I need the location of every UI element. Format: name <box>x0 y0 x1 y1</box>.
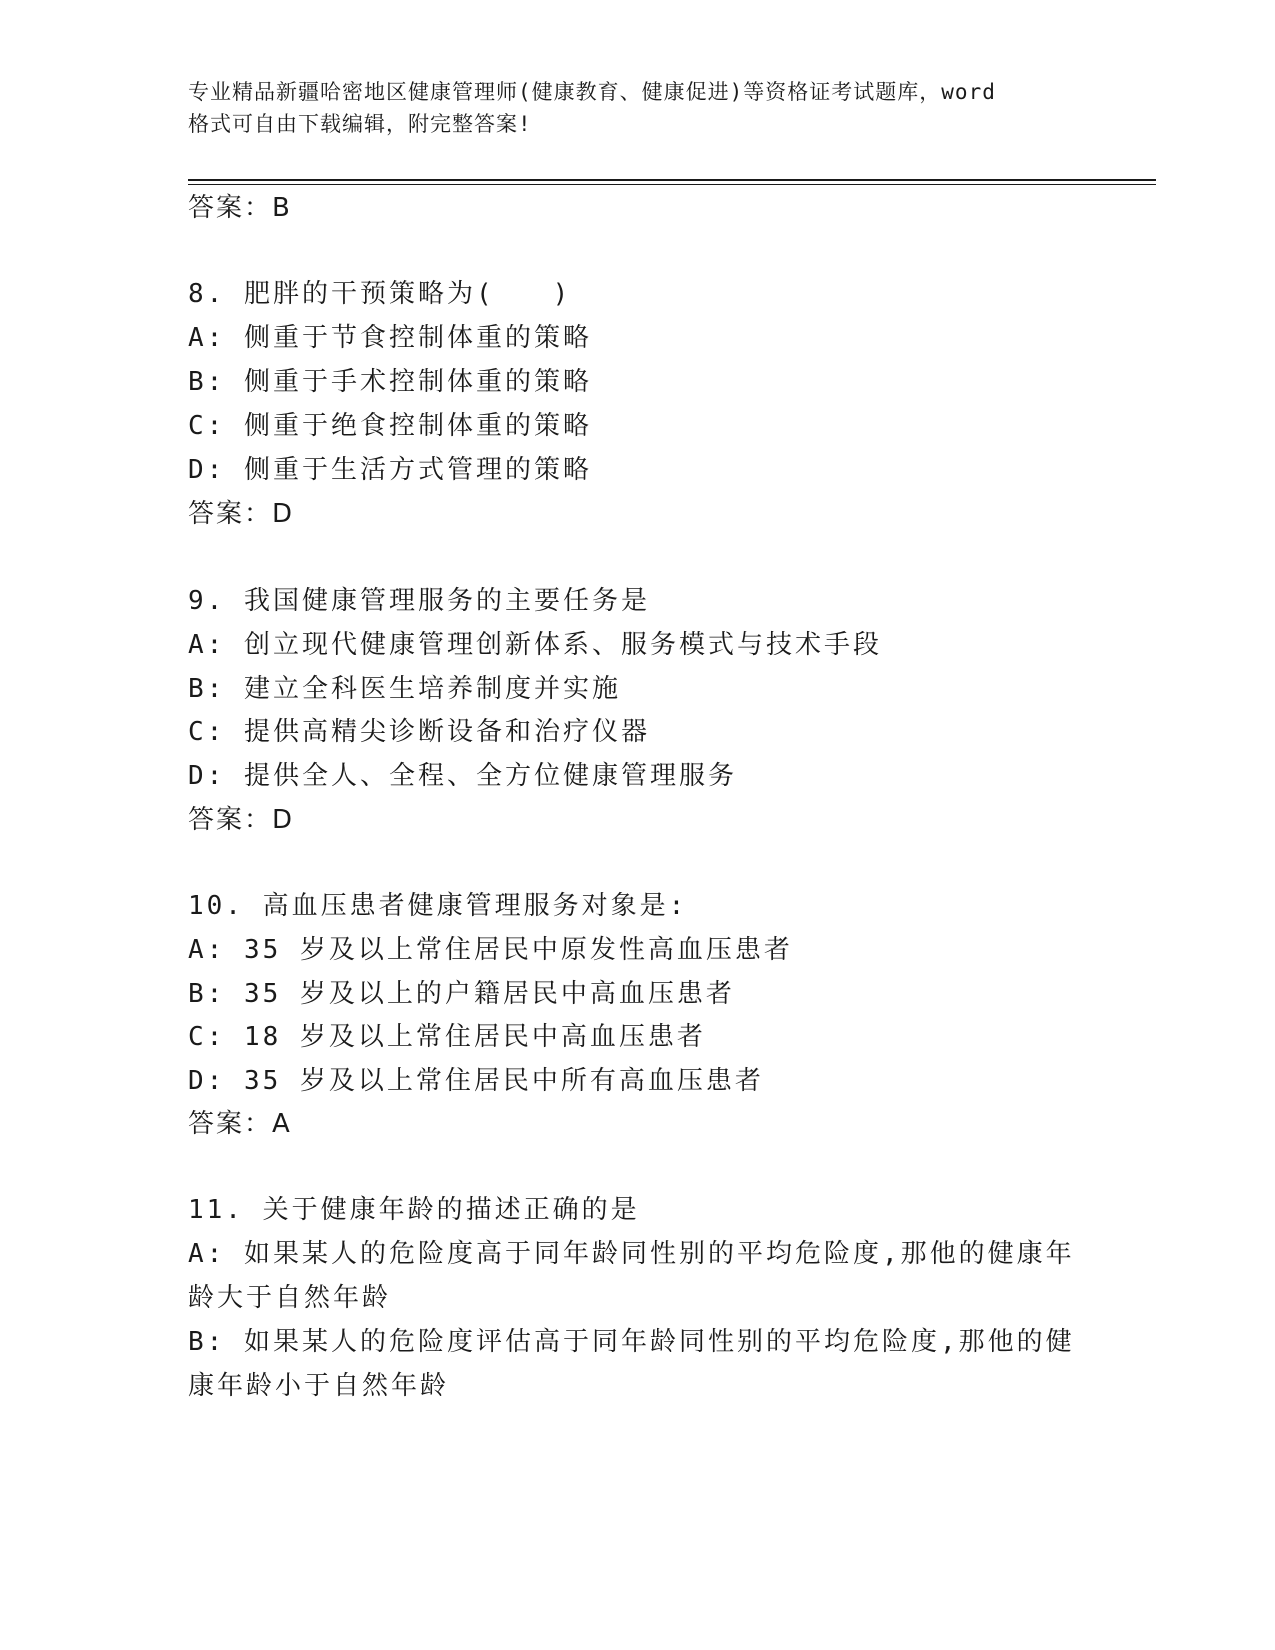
question-9-stem: 9. 我国健康管理服务的主要任务是 <box>188 586 650 616</box>
question-10-stem: 10. 高血压患者健康管理服务对象是: <box>188 891 688 921</box>
question-9-answer: 答案：D <box>188 805 295 835</box>
header-divider <box>188 179 1156 181</box>
question-8-option-c: C: 侧重于绝食控制体重的策略 <box>188 411 592 441</box>
question-8-option-d: D: 侧重于生活方式管理的策略 <box>188 455 592 485</box>
question-9-option-d: D: 提供全人、全程、全方位健康管理服务 <box>188 761 737 791</box>
question-8-option-b: B: 侧重于手术控制体重的策略 <box>188 367 592 397</box>
question-9-option-c: C: 提供高精尖诊断设备和治疗仪器 <box>188 717 650 747</box>
question-9-option-b: B: 建立全科医生培养制度并实施 <box>188 674 621 704</box>
header-line-2: 格式可自由下载编辑，附完整答案! <box>188 112 532 136</box>
question-10-option-d: D: 35 岁及以上常住居民中所有高血压患者 <box>188 1066 764 1096</box>
question-11-option-a-continued: 龄大于自然年龄 <box>188 1283 392 1313</box>
question-10-option-a: A: 35 岁及以上常住居民中原发性高血压患者 <box>188 935 793 965</box>
question-8-option-a: A: 侧重于节食控制体重的策略 <box>188 323 592 353</box>
question-8-stem: 8. 肥胖的干预策略为( ) <box>188 279 572 309</box>
question-9-option-a: A: 创立现代健康管理创新体系、服务模式与技术手段 <box>188 630 882 660</box>
question-11-stem: 11. 关于健康年龄的描述正确的是 <box>188 1195 640 1225</box>
header-divider-thin <box>188 184 1156 185</box>
question-10-option-c: C: 18 岁及以上常住居民中高血压患者 <box>188 1022 706 1052</box>
question-10-answer: 答案：A <box>188 1109 292 1139</box>
question-11-option-a: A: 如果某人的危险度高于同年龄同性别的平均危险度,那他的健康年 <box>188 1239 1075 1269</box>
previous-answer: 答案：B <box>188 193 292 223</box>
page-header <box>188 76 1088 140</box>
header-line-1: 专业精品新疆哈密地区健康管理师(健康教育、健康促进)等资格证考试题库，word <box>188 80 996 104</box>
question-8-answer: 答案：D <box>188 499 295 529</box>
question-11-option-b: B: 如果某人的危险度评估高于同年龄同性别的平均危险度,那他的健 <box>188 1327 1075 1357</box>
question-11-option-b-continued: 康年龄小于自然年龄 <box>188 1371 450 1401</box>
question-10-option-b: B: 35 岁及以上的户籍居民中高血压患者 <box>188 979 735 1009</box>
